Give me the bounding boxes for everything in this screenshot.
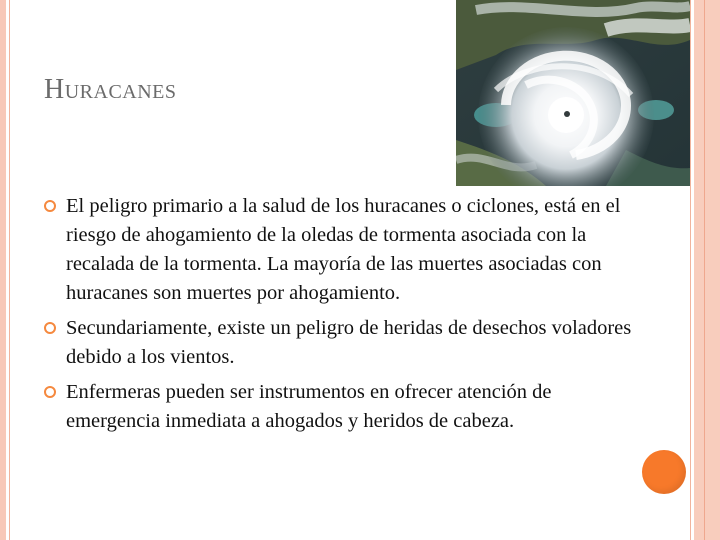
bullet-item	[40, 314, 640, 372]
right-border-line	[690, 0, 691, 540]
bullet-circle-icon	[44, 386, 56, 398]
bullet-circle-icon	[44, 200, 56, 212]
decorative-circle	[642, 450, 686, 494]
bullet-text: Secundariamente, existe un peligro de heridas de desechos voladores debido a los vientos.	[66, 317, 632, 368]
hurricane-satellite-image	[456, 0, 690, 186]
left-border-line	[9, 0, 10, 540]
bullet-circle-icon	[44, 322, 56, 334]
bullet-item	[40, 192, 640, 308]
right-border	[694, 0, 720, 540]
bullet-list	[40, 192, 640, 442]
bullet-item	[40, 378, 640, 436]
bullet-text: El peligro primario a la salud de los huracanes o ciclones, está en el riesgo de ahogamiento de la oledas de tormenta asociada con la recalada de la tormenta. La mayoría de las muertes asociadas con huracanes son muertes por ahogamiento.	[66, 195, 621, 304]
bullet-text: Enfermeras pueden ser instrumentos en ofrecer atención de emergencia inmediata a ahogados y heridos de cabeza.	[66, 381, 552, 432]
slide-title: Huracanes	[44, 74, 177, 105]
left-border	[0, 0, 6, 540]
right-border-inner-line	[704, 0, 705, 540]
